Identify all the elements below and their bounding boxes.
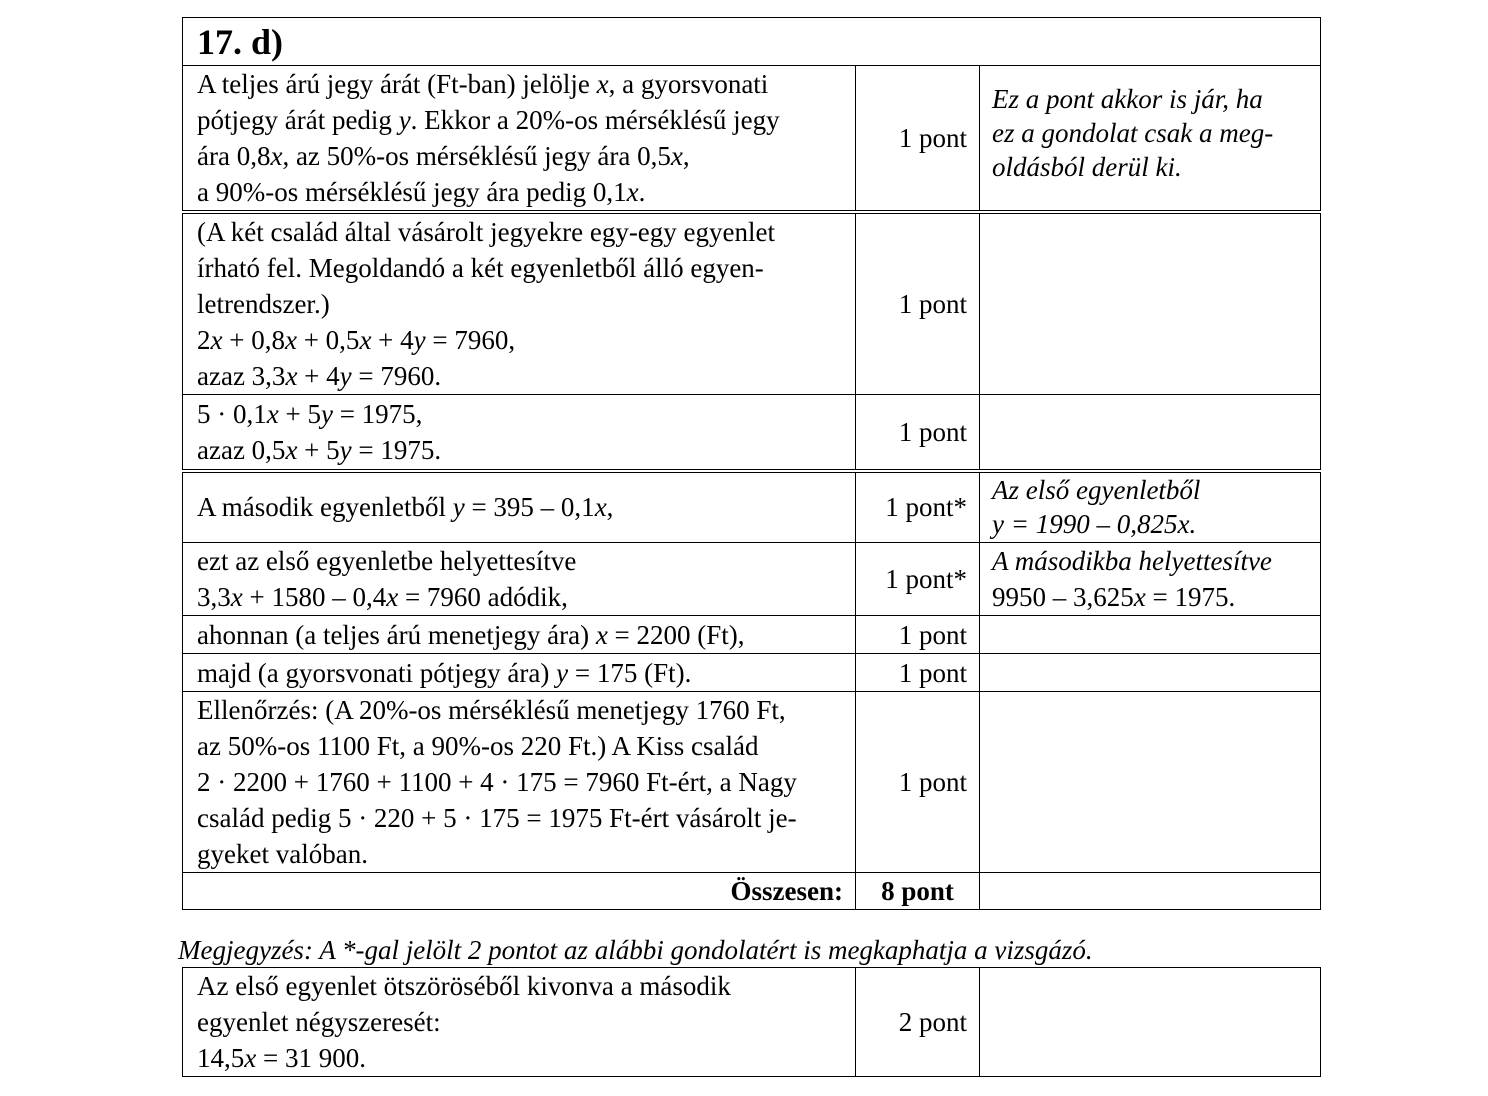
- text-line: azaz 0,5x + 5y = 1975.: [197, 434, 442, 465]
- points-cell: 1 pont: [856, 395, 980, 471]
- table-header-row: [183, 18, 1321, 66]
- text-line: család pedig 5 · 220 + 5 · 175 = 1975 Ft-ért vásárolt je-: [197, 803, 797, 833]
- points-cell: 1 pont: [856, 66, 980, 213]
- text-line: ára 0,8x, az 50%-os mérséklésű jegy ára 0,5x,: [197, 141, 690, 171]
- text-line: A második egyenletből y = 395 – 0,1x,: [197, 492, 614, 523]
- scoring-table: [182, 17, 1321, 910]
- grader-note: [980, 66, 1321, 213]
- points-cell: 1 pont*: [856, 471, 980, 543]
- text-line: A teljes árú jegy árát (Ft-ban) jelölje x, a gyorsvonati: [197, 69, 769, 99]
- note-line: ez a gondolat csak a meg-: [992, 118, 1274, 148]
- table-row: [183, 616, 1321, 654]
- text-line: azaz 3,3x + 4y = 7960.: [197, 361, 442, 391]
- points-cell: 1 pont: [856, 212, 980, 395]
- note-line: A másodikba helyettesítve: [992, 546, 1272, 576]
- text-line: 5 · 0,1x + 5y = 1975,: [197, 398, 423, 429]
- points-cell: 1 pont: [856, 616, 980, 654]
- total-label: Összesen:: [183, 873, 856, 910]
- text-line: 2 · 2200 + 1760 + 1100 + 4 · 175 = 7960 Ft-ért, a Nagy: [197, 767, 797, 797]
- text-line: ahonnan (a teljes árú menetjegy ára) x = 2200 (Ft),: [197, 619, 745, 650]
- points-cell: 2 pont: [856, 968, 980, 1077]
- text-line: az 50%-os 1100 Ft, a 90%-os 220 Ft.) A Kiss család: [197, 731, 759, 761]
- alternative-table: [182, 967, 1321, 1077]
- text-line: a 90%-os mérséklésű jegy ára pedig 0,1x.: [197, 177, 646, 207]
- grader-note: [980, 212, 1321, 395]
- note-line: Az első egyenletből: [992, 475, 1201, 506]
- text-line: letrendszer.): [197, 289, 330, 319]
- points-cell: 1 pont*: [856, 543, 980, 616]
- text-line: írható fel. Megoldandó a két egyenletből álló egyen-: [197, 253, 764, 283]
- grader-note: [980, 471, 1321, 543]
- text-line: gyeket valóban.: [197, 839, 368, 869]
- solution-step: [183, 212, 856, 395]
- solution-step: [183, 471, 856, 543]
- points-cell: 1 pont: [856, 654, 980, 692]
- total-points: 8 pont: [856, 873, 980, 910]
- remark: Megjegyzés: A *-gal jelölt 2 pontot az alábbi gondolatért is megkaphatja a vizsgázó.: [178, 935, 1093, 965]
- table-row: [183, 471, 1321, 543]
- grader-note: [980, 873, 1321, 910]
- solution-step: [183, 968, 856, 1077]
- solution-step: [183, 692, 856, 873]
- text-line: ezt az első egyenletbe helyettesítve: [197, 546, 577, 576]
- table-row: [183, 692, 1321, 873]
- note-line: oldásból derül ki.: [992, 152, 1182, 182]
- note-line: Ez a pont akkor is jár, ha: [992, 84, 1263, 114]
- table-row: [183, 543, 1321, 616]
- text-line: Az első egyenlet ötszöröséből kivonva a második: [197, 971, 731, 1001]
- text-line: 14,5x = 31 900.: [197, 1043, 366, 1073]
- solution-step: [183, 66, 856, 213]
- total-row: [183, 873, 1321, 910]
- text-line: majd (a gyorsvonati pótjegy ára) y = 175 (Ft).: [197, 657, 692, 688]
- table-row: [183, 395, 1321, 471]
- text-line: Ellenőrzés: (A 20%-os mérséklésű menetjegy 1760 Ft,: [197, 695, 786, 725]
- grader-note: [980, 654, 1321, 692]
- text-line: (A két család által vásárolt jegyekre egy-egy egyenlet: [197, 217, 775, 247]
- solution-step: [183, 395, 856, 471]
- text-line: 2x + 0,8x + 0,5x + 4y = 7960,: [197, 325, 516, 355]
- solution-step: [183, 543, 856, 616]
- points-cell: 1 pont: [856, 692, 980, 873]
- grader-note: [980, 968, 1321, 1077]
- note-line: 9950 – 3,625x = 1975.: [992, 582, 1236, 612]
- grader-note: [980, 692, 1321, 873]
- section-title: 17. d): [183, 18, 1321, 66]
- solution-step: [183, 616, 856, 654]
- text-line: 3,3x + 1580 – 0,4x = 7960 adódik,: [197, 582, 568, 612]
- table-row: [183, 968, 1321, 1077]
- table-row: [183, 654, 1321, 692]
- table-row: [183, 212, 1321, 395]
- grader-note: [980, 395, 1321, 471]
- note-line: y = 1990 – 0,825x.: [992, 509, 1197, 540]
- text-line: egyenlet négyszeresét:: [197, 1007, 441, 1037]
- grader-note: [980, 616, 1321, 654]
- text-line: pótjegy árát pedig y. Ekkor a 20%-os mérséklésű jegy: [197, 105, 780, 135]
- grader-note: [980, 543, 1321, 616]
- table-row: [183, 66, 1321, 213]
- solution-step: [183, 654, 856, 692]
